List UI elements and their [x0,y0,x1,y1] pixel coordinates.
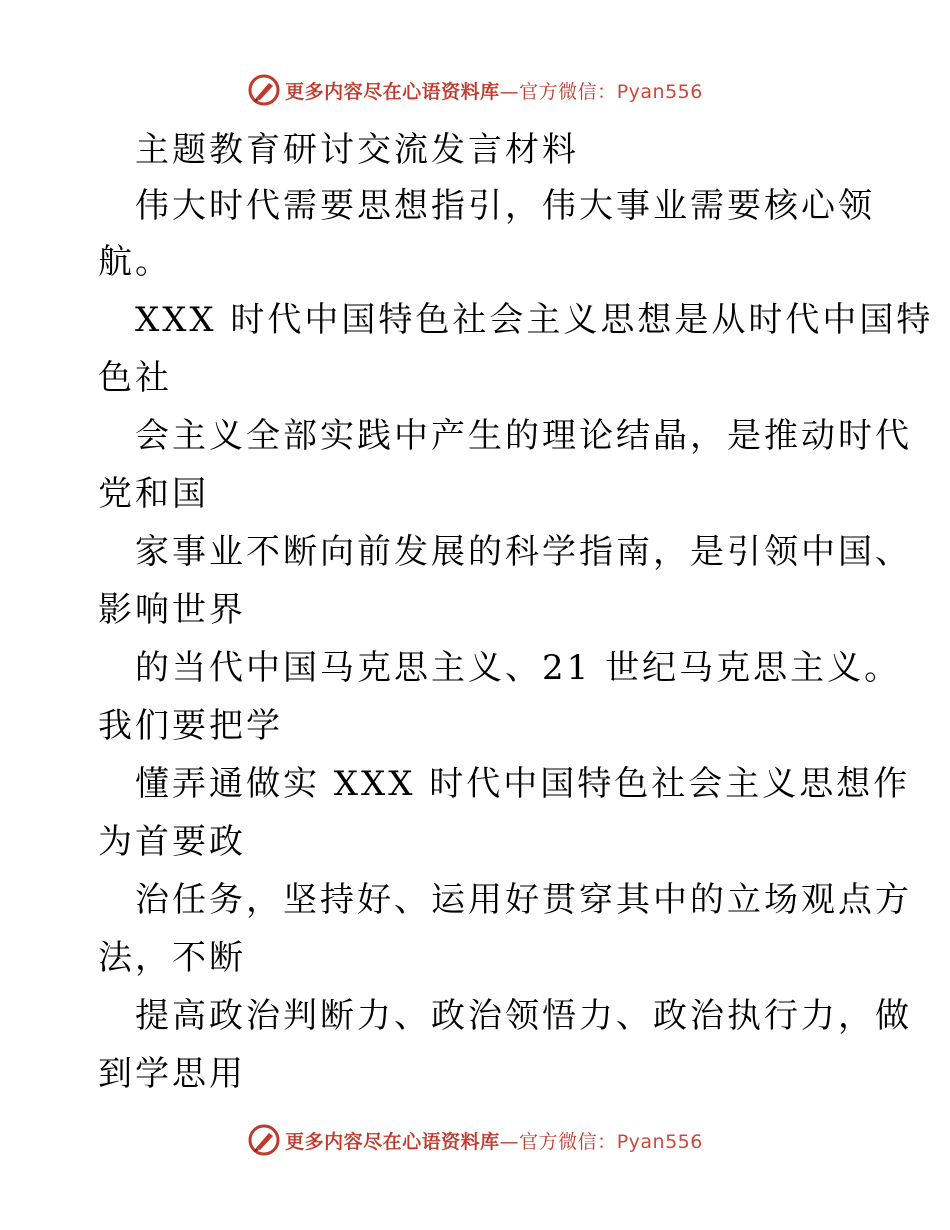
paragraph-line: 的当代中国马克思主义、21 世纪马克思主义。 [135,648,902,688]
paragraph-line: 提高政治判断力、政治领悟力、政治执行力，做 [135,996,912,1036]
pen-logo-icon [247,73,281,107]
paragraph-line: 伟大时代需要思想指引，伟大事业需要核心领 [135,186,875,226]
paragraph-line: 党和国 [98,474,209,514]
header-watermark [0,70,950,110]
paragraph-line: 家事业不断向前发展的科学指南，是引领中国、 [135,532,912,572]
paragraph-line: 航。 [98,242,172,282]
document-title: 主题教育研讨交流发言材料 [135,130,579,170]
watermark-text [285,1127,703,1154]
footer-watermark [0,1120,950,1160]
paragraph-line: 色社 [98,358,172,398]
watermark-main: 更多内容尽在心语资料库 [285,80,500,103]
watermark-wechat-id: Pyan556 [616,80,703,103]
paragraph-line: 会主义全部实践中产生的理论结晶，是推动时代 [135,416,912,456]
watermark-separator: —官方微信： [499,1130,617,1153]
paragraph-line: 为首要政 [98,822,246,862]
paragraph-line: 治任务，坚持好、运用好贯穿其中的立场观点方 [135,880,912,920]
paragraph-line: 到学思用 [98,1054,246,1094]
watermark-text [285,77,703,104]
watermark-separator: —官方微信： [499,80,617,103]
paragraph-line: 懂弄通做实 XXX 时代中国特色社会主义思想作 [135,764,911,804]
paragraph-line: XXX 时代中国特色社会主义思想是从时代中国特 [135,300,934,340]
watermark-main: 更多内容尽在心语资料库 [285,1130,500,1153]
paragraph-line: 法，不断 [98,938,246,978]
watermark-wechat-id: Pyan556 [616,1130,703,1153]
paragraph-line: 我们要把学 [98,706,283,746]
pen-logo-icon [247,1123,281,1157]
paragraph-line: 影响世界 [98,590,246,630]
